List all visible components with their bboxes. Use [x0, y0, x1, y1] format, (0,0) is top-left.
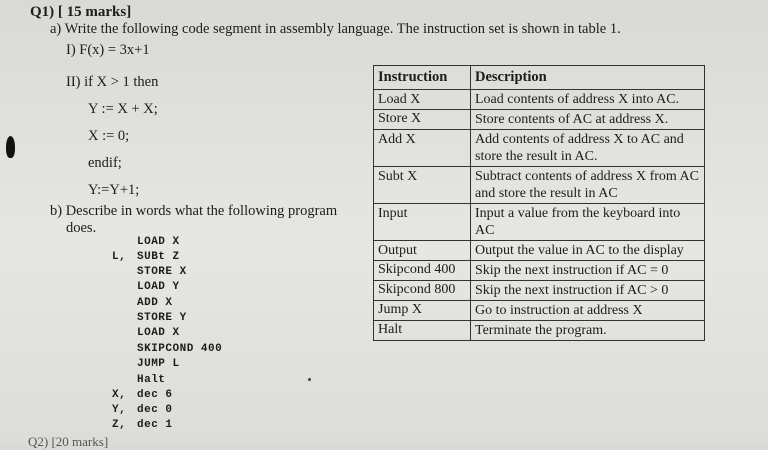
item-i: I) F(x) = 3x+1 [66, 42, 150, 58]
code-line: Y := X + X; [88, 101, 158, 117]
header-description: Description [471, 66, 705, 90]
program-instruction: JUMP L [137, 358, 180, 370]
program-instruction: ADD X [137, 297, 173, 309]
table-row [374, 130, 705, 167]
header-instruction: Instruction [374, 66, 471, 90]
table-row [374, 204, 705, 241]
table-row [374, 90, 705, 110]
instruction-cell: Output [374, 241, 471, 261]
program-instruction: LOAD X [137, 327, 180, 339]
instruction-cell: Skipcond 800 [374, 281, 471, 301]
part-a-instruction: a) Write the following code segment in assembly language. The instruction set is shown in table 1. [50, 21, 621, 37]
description-cell: Skip the next instruction if AC = 0 [471, 261, 705, 281]
instruction-set-table [373, 65, 705, 341]
table-header-row [374, 66, 705, 90]
question-title: Q1) [ 15 marks] [30, 4, 132, 20]
description-cell: Skip the next instruction if AC > 0 [471, 281, 705, 301]
instruction-cell: Subt X [374, 167, 471, 204]
table-row [374, 321, 705, 341]
stray-dot [308, 378, 311, 381]
program-instruction: STORE Y [137, 312, 187, 324]
program-instruction: LOAD Y [137, 281, 180, 293]
instruction-cell: Jump X [374, 301, 471, 321]
program-instruction: STORE X [137, 266, 187, 278]
table-row [374, 301, 705, 321]
description-cell: Input a value from the keyboard into AC [471, 204, 705, 241]
description-cell: Go to instruction at address X [471, 301, 705, 321]
description-cell: Output the value in AC to the display [471, 241, 705, 261]
table-row [374, 281, 705, 301]
part-b-instruction: b) Describe in words what the following program [50, 203, 338, 219]
table-row [374, 167, 705, 204]
program-label: Y, [112, 404, 127, 416]
description-cell: Store contents of AC at address X. [471, 110, 705, 130]
instruction-cell: Add X [374, 130, 471, 167]
table-row [374, 110, 705, 130]
program-instruction: Halt [137, 374, 166, 386]
program-label: L, [112, 251, 127, 263]
instruction-cell: Store X [374, 110, 471, 130]
part-b-instruction-cont: does. [66, 220, 97, 236]
instruction-cell: Load X [374, 90, 471, 110]
program-instruction: SUBt Z [137, 251, 180, 263]
description-cell: Add contents of address X to AC and store the result in AC. [471, 130, 705, 167]
program-label: Z, [112, 419, 127, 431]
next-question-cut: Q2) [20 marks] [28, 434, 109, 449]
table-row [374, 241, 705, 261]
description-cell: Subtract contents of address X from AC and store the result in AC [471, 167, 705, 204]
table-row [374, 261, 705, 281]
instruction-cell: Input [374, 204, 471, 241]
program-instruction: dec 1 [137, 419, 173, 431]
code-line: Y:=Y+1; [88, 182, 140, 198]
item-ii: II) if X > 1 then [66, 74, 159, 90]
binder-hole-mark [6, 136, 15, 158]
program-instruction: SKIPCOND 400 [137, 343, 223, 355]
program-instruction: LOAD X [137, 236, 180, 248]
code-line: endif; [88, 155, 122, 171]
program-instruction: dec 0 [137, 404, 173, 416]
code-line: X := 0; [88, 128, 130, 144]
instruction-cell: Halt [374, 321, 471, 341]
program-instruction: dec 6 [137, 389, 173, 401]
instruction-cell: Skipcond 400 [374, 261, 471, 281]
description-cell: Load contents of address X into AC. [471, 90, 705, 110]
description-cell: Terminate the program. [471, 321, 705, 341]
program-label: X, [112, 389, 127, 401]
